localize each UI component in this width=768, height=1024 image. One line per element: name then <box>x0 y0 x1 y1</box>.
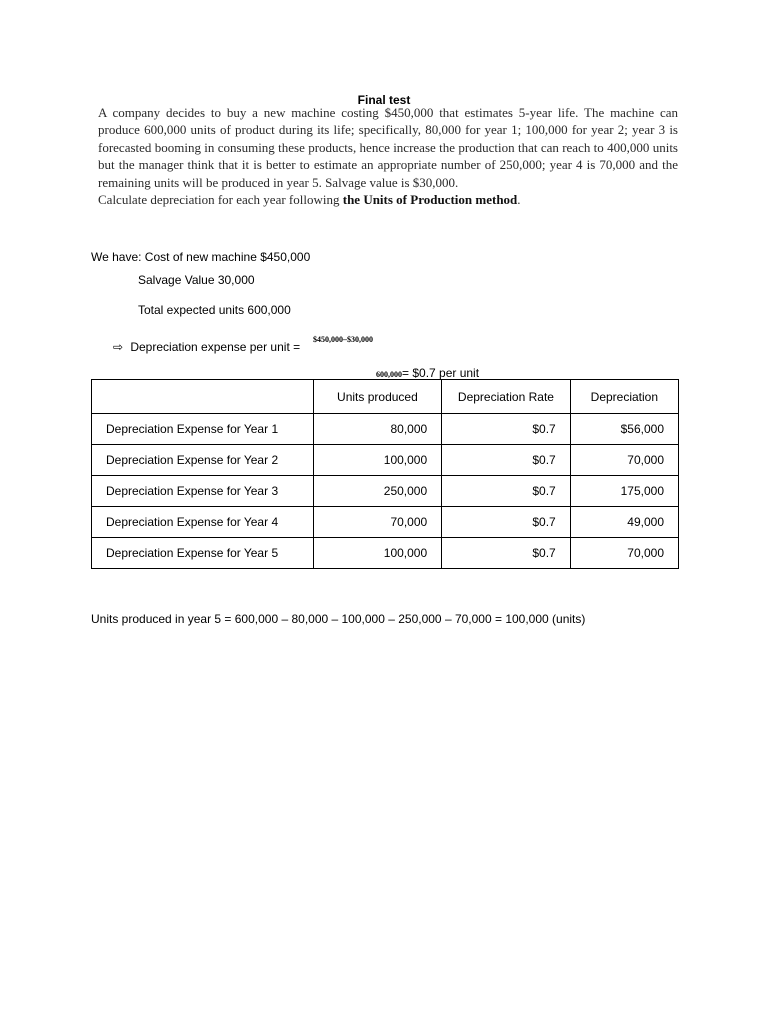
row-label: Depreciation Expense for Year 2 <box>92 445 314 476</box>
rate-denominator: 600,000 <box>376 370 402 379</box>
depreciation-cell: 175,000 <box>570 476 678 507</box>
rate-label: Depreciation expense per unit = <box>130 340 301 354</box>
depreciation-table <box>91 379 679 569</box>
units-cell: 100,000 <box>313 538 442 569</box>
table-row <box>92 414 679 445</box>
depreciation-cell: $56,000 <box>570 414 678 445</box>
rate-cell: $0.7 <box>442 476 571 507</box>
units-cell: 100,000 <box>313 445 442 476</box>
task-prefix: Calculate depreciation for each year following <box>98 192 343 208</box>
units-cell: 250,000 <box>313 476 442 507</box>
rate-cell: $0.7 <box>442 445 571 476</box>
problem-statement <box>98 104 678 208</box>
page-title: Final test <box>357 93 411 107</box>
table-row <box>92 507 679 538</box>
rate-numerator: $450,000–$30,000 <box>313 335 373 344</box>
task-method: the Units of Production method <box>342 192 518 208</box>
rate-line <box>113 340 300 354</box>
task-suffix: . <box>517 192 521 208</box>
units-cell: 80,000 <box>313 414 442 445</box>
depreciation-cell: 70,000 <box>570 538 678 569</box>
rate-cell: $0.7 <box>442 507 571 538</box>
header-cell: Units produced <box>313 380 442 414</box>
problem-task <box>98 191 678 208</box>
row-label: Depreciation Expense for Year 3 <box>92 476 314 507</box>
rate-cell: $0.7 <box>442 414 571 445</box>
given-salvage: Salvage Value 30,000 <box>138 273 255 287</box>
table-row <box>92 445 679 476</box>
table-header-row <box>92 380 679 414</box>
year5-calculation: Units produced in year 5 = 600,000 – 80,000 – 100,000 – 250,000 – 70,000 = 100,000 (units) <box>91 612 586 626</box>
units-cell: 70,000 <box>313 507 442 538</box>
header-cell <box>92 380 314 414</box>
rate-result: = $0.7 per unit <box>402 366 480 380</box>
rate-cell: $0.7 <box>442 538 571 569</box>
table-row <box>92 476 679 507</box>
row-label: Depreciation Expense for Year 4 <box>92 507 314 538</box>
row-label: Depreciation Expense for Year 5 <box>92 538 314 569</box>
given-cost: We have: Cost of new machine $450,000 <box>91 250 311 264</box>
table-row <box>92 538 679 569</box>
header-cell: Depreciation Rate <box>442 380 571 414</box>
given-units: Total expected units 600,000 <box>138 303 291 317</box>
depreciation-cell: 49,000 <box>570 507 678 538</box>
problem-text: A company decides to buy a new machine costing $450,000 that estimates 5-year life. The machine can produce 600,000 units of product during its life; specifically, 80,000 for year 1; 100,000 for year 2; year 3 is forecasted booming in consuming these products, hence increase the production that can reach to 400,000 units but the manager think that it is better to estimate an appropriate number of 250,000; year 4 is 70,000 and the remaining units will be produced in year 5. Salvage value is $30,000. <box>98 105 678 190</box>
header-cell: Depreciation <box>570 380 678 414</box>
row-label: Depreciation Expense for Year 1 <box>92 414 314 445</box>
arrow-right-icon: ⇨ <box>113 340 124 354</box>
depreciation-cell: 70,000 <box>570 445 678 476</box>
